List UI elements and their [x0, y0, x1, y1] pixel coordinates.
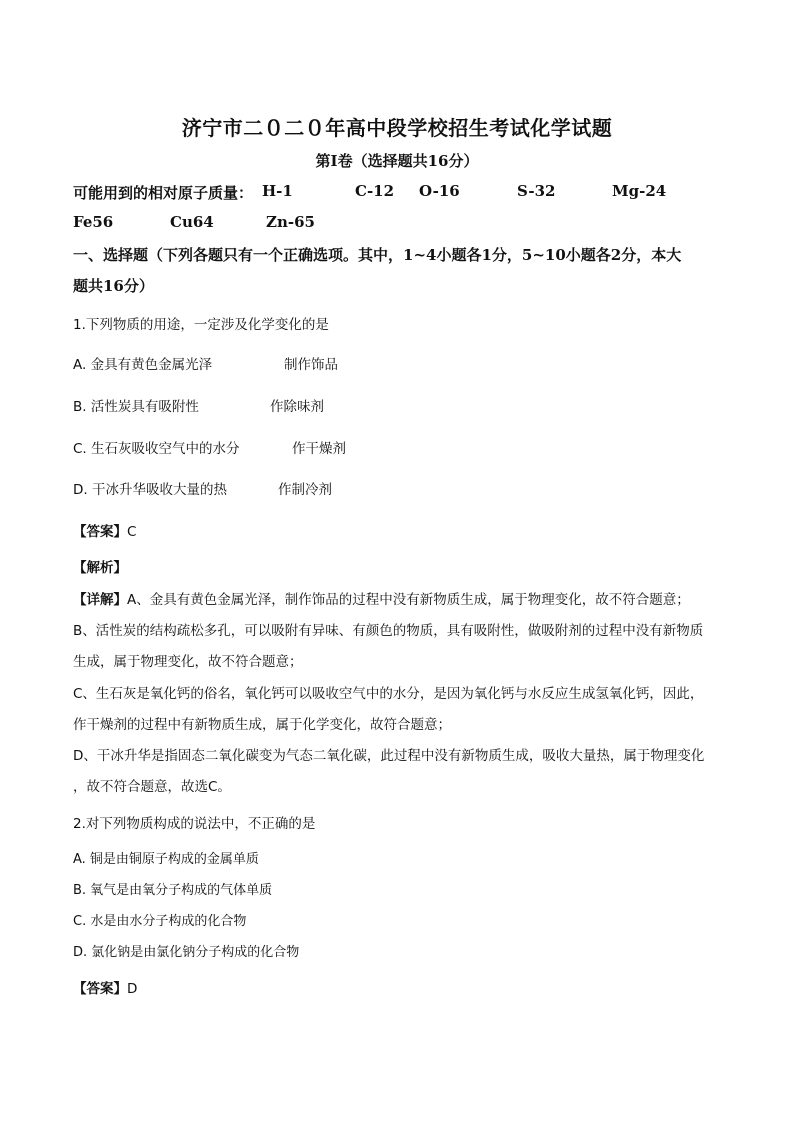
question-stem: 1.下列物质的用途，一定涉及化学变化的是: [73, 317, 329, 333]
detail-tag: 【详解】: [73, 592, 127, 608]
atomic-mass-item: Fe56: [73, 213, 114, 231]
answer-value: D: [127, 981, 138, 997]
atomic-mass-item: H-1: [262, 182, 293, 200]
detail-line: ，故不符合题意，故选C。: [73, 779, 231, 795]
atomic-mass-item: C-12: [355, 182, 395, 200]
answer-line: [73, 977, 137, 997]
detail-line: B、活性炭的结构疏松多孔，可以吸附有异味、有颜色的物质，具有吸附性，做吸附剂的过程中没有新物质: [73, 623, 704, 639]
atomic-mass-item: Zn-65: [266, 213, 315, 231]
detail-line: 生成，属于物理变化，故不符合题意；: [73, 654, 303, 670]
option-a-use: 制作饰品: [284, 357, 338, 373]
detail-line: [73, 588, 690, 608]
answer-value: C: [127, 524, 137, 540]
option-a: A. 金具有黄色金属光泽: [73, 357, 213, 373]
atomic-mass-item: O-16: [419, 182, 460, 200]
exam-title: 济宁市二０二０年高中段学校招生考试化学试题: [181, 116, 613, 140]
option-c-use: 作干燥剂: [292, 441, 346, 457]
option-d-use: 作制冷剂: [278, 482, 332, 498]
atomic-mass-item: S-32: [517, 182, 556, 200]
detail-line: C、生石灰是氧化钙的俗名，氧化钙可以吸收空气中的水分，是因为氧化钙与水反应生成氢氧化钙，因此，: [73, 686, 704, 702]
option-c: C. 水是由水分子构成的化合物: [73, 914, 247, 929]
answer-line: [73, 520, 136, 540]
option-c: C. 生石灰吸收空气中的水分: [73, 441, 240, 457]
atomic-mass-item: Cu64: [170, 213, 214, 231]
option-a: A. 铜是由铜原子构成的金属单质: [73, 852, 259, 867]
option-d: D. 氯化钠是由氯化钠分子构成的化合物: [73, 945, 300, 960]
answer-tag: 【答案】: [73, 524, 127, 540]
option-d: D. 干冰升华吸收大量的热: [73, 482, 227, 498]
option-b-use: 作除味剂: [270, 399, 324, 415]
atomic-mass-label: 可能用到的相对原子质量：: [73, 184, 254, 202]
atomic-mass-item: Mg-24: [612, 182, 667, 200]
detail-text: A、金具有黄色金属光泽，制作饰品的过程中没有新物质生成，属于物理变化，故不符合题意；: [127, 592, 690, 608]
option-b: B. 氧气是由氧分子构成的气体单质: [73, 883, 273, 898]
answer-tag: 【答案】: [73, 981, 127, 997]
option-b: B. 活性炭具有吸附性: [73, 399, 199, 415]
question-stem: 2.对下列物质构成的说法中，不正确的是: [73, 816, 316, 832]
section-heading: 一、选择题（下列各题只有一个正确选项。其中，1~4小题各1分，5~10小题各2分，本大: [73, 246, 682, 264]
detail-line: D、干冰升华是指固态二氧化碳变为气态二氧化碳，此过程中没有新物质生成，吸收大量热，属于物理变化: [73, 748, 705, 764]
part-subtitle: 第Ⅰ卷（选择题共16分）: [315, 152, 479, 170]
detail-line: 作干燥剂的过程中有新物质生成，属于化学变化，故符合题意；: [73, 717, 451, 733]
analysis-tag: 【解析】: [73, 560, 127, 576]
section-heading-cont: 题共16分）: [73, 277, 154, 295]
